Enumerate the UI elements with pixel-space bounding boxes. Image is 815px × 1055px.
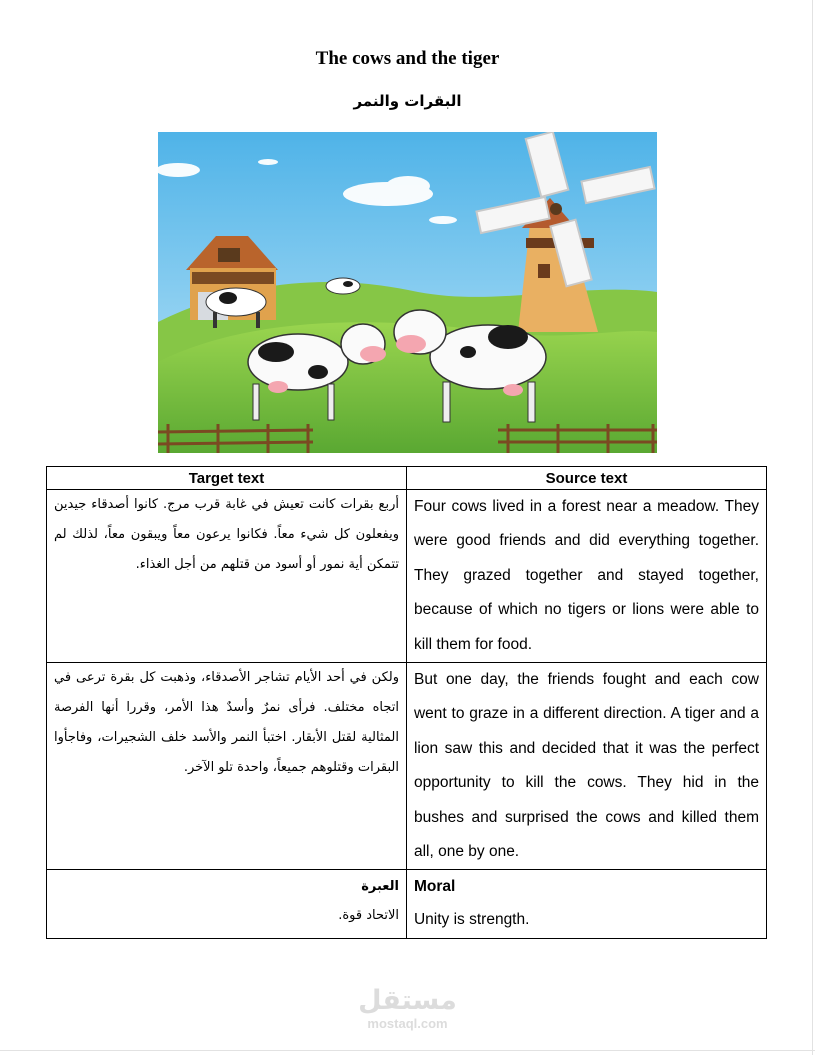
table-row <box>47 490 767 663</box>
translation-table <box>46 466 767 939</box>
watermark-arabic-text: مستقل <box>358 985 457 1016</box>
target-text-cell: أربع بقرات كانت تعيش في غابة قرب مرج. كانوا أصدقاء جيدين ويفعلون كل شيء معاً. فكانوا يرعون معاً ويبقون معاً، لذلك لم تتمكن أية نمور أو أسود من قتلهم من أجل الغذاء. <box>47 490 407 663</box>
source-text-cell: But one day, the friends fought and each cow went to graze in a different direction. A tiger and a lion saw this and decided that it was the perfect opportunity to kill the cows. They hid in the bushes and surprised the cows and killed them all, one by one. <box>406 663 766 870</box>
page-edge <box>0 1050 815 1051</box>
table-header-row <box>47 467 767 490</box>
table-row <box>47 663 767 870</box>
moral-text-arabic: الاتحاد قوة. <box>338 908 399 924</box>
source-text-cell: Four cows lived in a forest near a meadow. They were good friends and did everything together. They grazed together and stayed together, because of which no tigers or lions were able to kill them for food. <box>406 490 766 663</box>
moral-heading-arabic: العبرة <box>361 879 399 895</box>
moral-text-english: Unity is strength. <box>413 911 530 929</box>
moral-source-cell <box>406 870 766 939</box>
cows-illustration <box>158 132 657 453</box>
document-title-arabic: البقرات والنمر <box>353 92 462 110</box>
moral-target-cell <box>47 870 407 939</box>
target-text-cell: ولكن في أحد الأيام تشاجر الأصدقاء، وذهبت كل بقرة ترعى في اتجاه مختلف. فرأى نمرٌ وأسدٌ هذا الأمر، وقررا أنها الفرصة المثالية لقتل الأبقار. اختبأ النمر والأسد خلف الشجيرات، وفاجأوا البقرات وقتلوهم جميعاً، واحدة تلو الآخر. <box>47 663 407 870</box>
moral-heading-english: Moral <box>413 878 456 896</box>
source-text-header: Source text <box>406 467 766 490</box>
target-text-header: Target text <box>47 467 407 490</box>
watermark-latin-text: mostaql.com <box>367 1016 448 1031</box>
document-title-english: The cows and the tiger <box>315 48 500 69</box>
page-edge <box>812 0 813 1055</box>
mostaql-watermark <box>355 985 460 1031</box>
moral-row <box>47 870 767 939</box>
